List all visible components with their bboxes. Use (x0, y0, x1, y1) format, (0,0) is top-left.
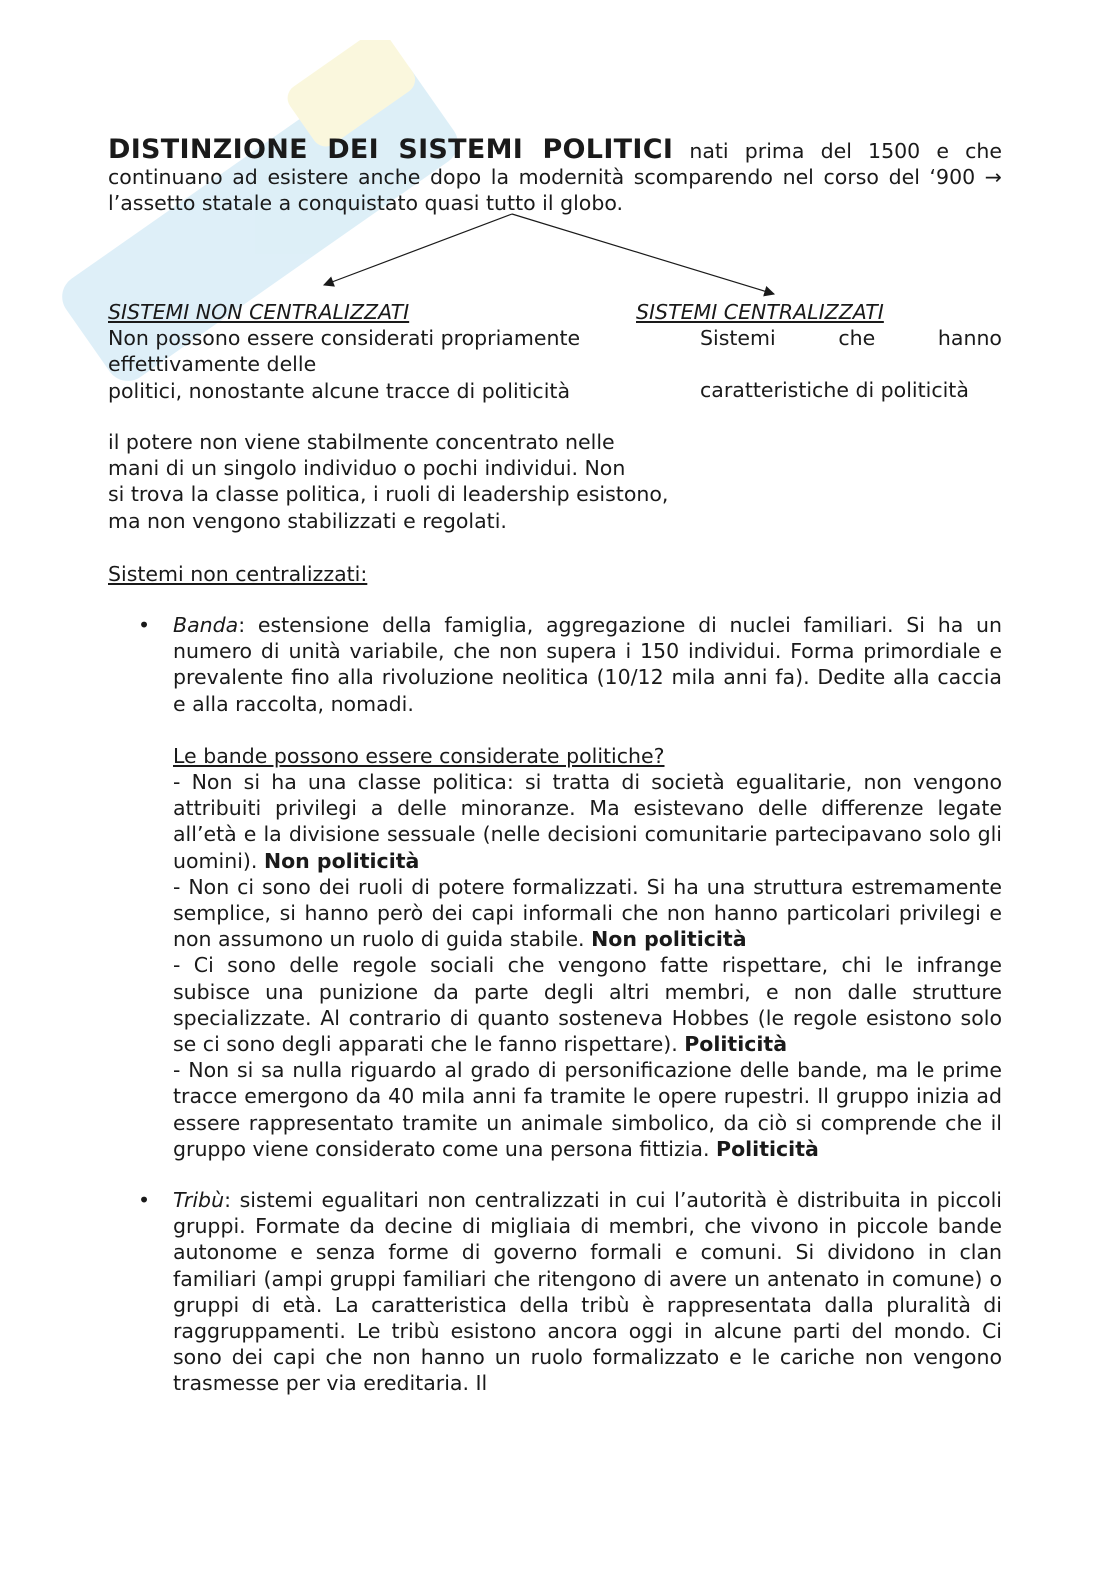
list-item: • Tribù: sistemi egualitari non centralizzati in cui l’autorità è distribuita in piccoli gruppi. Formate da decine di migliaia di membri, che vivono in piccole bande autonome e senza forme di governo formali e comuni. Si dividono in clan familiari (ampi gruppi familiari che ritengono di avere un antenato in comune) o gruppi di età. La caratteristica della tribù è rappresentata dalla pluralità di raggruppamenti. Le tribù esistono ancora oggi in alcune parti del mondo. Ci sono dei capi che non hanno un ruolo formalizzato e le cariche non vengono trasmesse per via ereditaria. Il (138, 1188, 1002, 1396)
bullet-icon: • (138, 1188, 151, 1213)
non-centralized-column: SISTEMI NON CENTRALIZZATI Non possono essere considerati propriamente effettivamente delle politici, nonostante alcune tracce di politicità (108, 299, 668, 404)
verdict-tag: Politicità (716, 1136, 819, 1161)
list-item: • Banda: estensione della famiglia, aggregazione di nuclei familiari. Si ha un numero di unità variabile, che non supera i 150 individui. Forma primordiale e prevalente fino alla rivoluzione neolitica (10/12 mila anni fa). Dedite alla caccia e alla raccolta, nomadi. Le bande possono essere considerate politiche? - Non si ha una classe politica: si tratta di società egualitarie, non vengono attribuiti privilegi a delle minoranze. Ma esistevano delle differenze legate all’età e la divisione sessuale (nelle decisioni comunitarie partecipavano solo gli uomini). Non politicità - Non ci sono dei ruoli di potere formalizzati. Si ha una struttura estremamente semplice, si hanno però dei capi informali che non hanno particolari privilegi e non assumono un ruolo di guida stabile. Non politicità - Ci sono delle regole sociali che vengono fatte rispettare, chi le infrange subisce una punizione da parte degli altri membri, e non dalle strutture specializzate. Al contrario di quanto sosteneva Hobbes (le regole esistono solo se ci sono degli apparati che le fanno rispettare). Politicità - Non si sa nulla riguardo al grado di personificazione delle bande, ma le prime tracce emergono da 40 mila anni fa tramite le opere rupestri. Il gruppo inizia ad essere rappresentato tramite un animale simbolico, da ciò si comprende che il gruppo viene considerato come una persona fittizia. Politicità (138, 613, 1002, 1161)
term-banda: Banda (173, 613, 239, 637)
term-tribu: Tribù (173, 1188, 225, 1213)
systems-list (108, 612, 1002, 1397)
title-paragraph (108, 134, 1002, 217)
arrow-right (512, 214, 774, 294)
verdict-tag: Non politicità (263, 848, 420, 873)
title-description: nati prima del 1500 e che continuano ad esistere anche dopo la modernità scomparendo nel corso del ‘900 → l’assetto statale a conquistato quasi tutto il globo. (108, 139, 1002, 216)
section-subheading: Sistemi non centralizzati: (108, 562, 368, 586)
verdict-tag: Non politicità (591, 927, 747, 952)
branch-arrows (108, 212, 1002, 302)
centralized-heading: SISTEMI CENTRALIZZATI (636, 300, 884, 324)
banda-question: Le bande possono essere considerate politiche? (173, 743, 665, 768)
centralized-column: Sistemi che hanno caratteristiche di politicità (700, 326, 1002, 403)
power-paragraph: il potere non viene stabilmente concentrato nelle mani di un singolo individuo o pochi individui. Non si trova la classe politica, i ruoli di leadership esistono, ma non vengono stabilizzati e regolati. (108, 430, 669, 533)
non-centralized-heading: SISTEMI NON CENTRALIZZATI (108, 300, 410, 324)
arrow-left (324, 214, 512, 285)
bullet-icon: • (138, 613, 151, 637)
comparison-columns (108, 299, 1002, 409)
page-title: DISTINZIONE DEI SISTEMI POLITICI (108, 134, 674, 165)
verdict-tag: Politicità (684, 1032, 788, 1057)
